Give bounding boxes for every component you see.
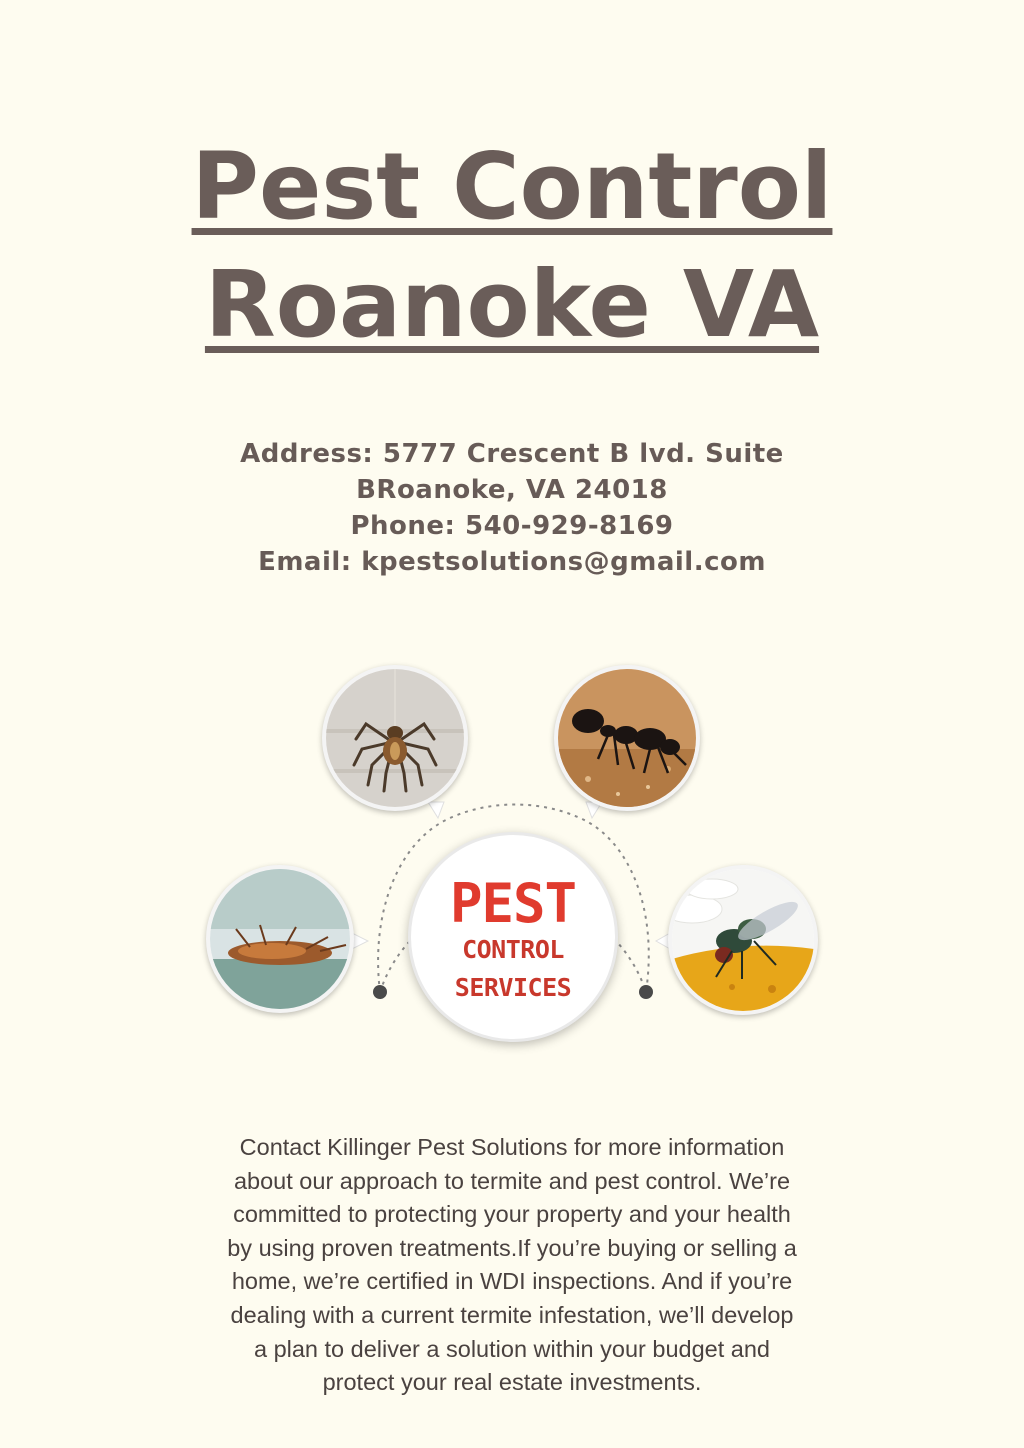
description-line: Contact Killinger Pest Solutions for more information: [239, 1134, 785, 1160]
description-paragraph: [0, 1131, 1024, 1400]
contact-block: [0, 436, 1024, 580]
description-line: about our approach to termite and pest control. We’re: [233, 1167, 791, 1194]
description-line: a plan to deliver a solution within your budget and: [253, 1335, 771, 1362]
email-address: Email: kpestsolutions@gmail.com: [258, 547, 766, 577]
title-line-1: Pest Control: [191, 133, 833, 240]
logo-word-services: SERVICES: [454, 973, 572, 1002]
logo-word-control: CONTROL: [462, 935, 564, 964]
title-line-2: Roanoke VA: [204, 251, 820, 358]
cockroach-image: [206, 865, 354, 1013]
description-line: dealing with a current termite infestation, we’ll develop: [230, 1301, 794, 1328]
address-line-1: Address: 5777 Crescent B lvd. Suite: [240, 439, 784, 469]
description-line: by using proven treatments.If you’re buying or selling a: [227, 1234, 797, 1261]
address-line-2: BRoanoke, VA 24018: [356, 475, 668, 505]
pest-diagram: [200, 660, 830, 1070]
ants-image: [554, 665, 700, 811]
phone-number: Phone: 540-929-8169: [350, 511, 674, 541]
pest-control-logo: [408, 832, 618, 1042]
logo-word-pest: PEST: [449, 872, 577, 935]
page-title: [0, 128, 1024, 364]
description-line: protect your real estate investments.: [322, 1369, 702, 1396]
description-line: home, we’re certified in WDI inspections. And if you’re: [231, 1268, 793, 1295]
description-line: committed to protecting your property and your health: [233, 1201, 791, 1228]
fly-image: [668, 865, 818, 1015]
spider-image: [322, 665, 468, 811]
